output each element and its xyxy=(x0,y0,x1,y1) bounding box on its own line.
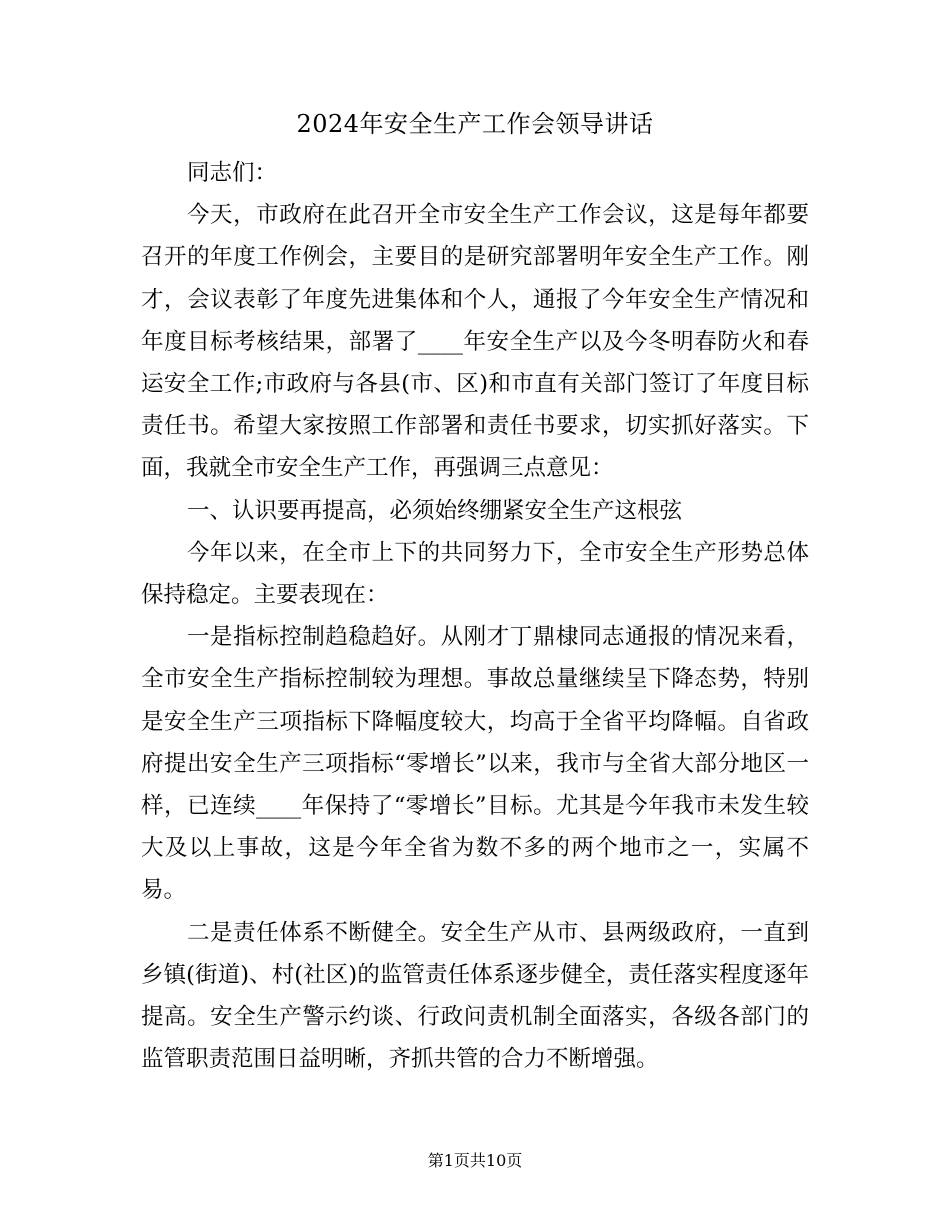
paragraph-intro: 今天，市政府在此召开全市安全生产工作会议，这是每年都要召开的年度工作例会，主要目的是研究部署明年安全生产工作。刚才，会议表彰了年度先进集体和个人，通报了今年安全生产情况和年度目标考核结果，部署了____年安全生产以及今冬明春防火和春运安全工作;市政府与各县(市、区)和市直有关部门签订了年度目标责任书。希望大家按照工作部署和责任书要求，切实抓好落实。下面，我就全市安全生产工作，再强调三点意见： xyxy=(141,202,809,482)
section-heading-1: 一、认识要再提高，必须始终绷紧安全生产这根弦 xyxy=(187,497,683,524)
document-title: 2024年安全生产工作会领导讲话 xyxy=(296,110,654,138)
document-body xyxy=(141,152,809,1080)
paragraph-point-1: 一是指标控制趋稳趋好。从刚才丁鼎棣同志通报的情况来看，全市安全生产指标控制较为理想。事故总量继续呈下降态势，特别是安全生产三项指标下降幅度较大，均高于全省平均降幅。自省政府提出安全生产三项指标“零增长”以来，我市与全省大部分地区一样，已连续____年保持了“零增长”目标。尤其是今年我市未发生较大及以上事故，这是今年全省为数不多的两个地市之一，实属不易。 xyxy=(141,624,809,904)
page-number-footer: 第1页共10页 xyxy=(427,1151,523,1170)
paragraph-situation: 今年以来，在全市上下的共同努力下，全市安全生产形势总体保持稳定。主要表现在： xyxy=(141,539,809,609)
paragraph-point-2: 二是责任体系不断健全。安全生产从市、县两级政府，一直到乡镇(街道)、村(社区)的监管责任体系逐步健全，责任落实程度逐年提高。安全生产警示约谈、行政问责机制全面落实，各级各部门的监管职责范围日益明晰，齐抓共管的合力不断增强。 xyxy=(141,919,809,1073)
paragraph-salutation: 同志们： xyxy=(187,160,278,186)
